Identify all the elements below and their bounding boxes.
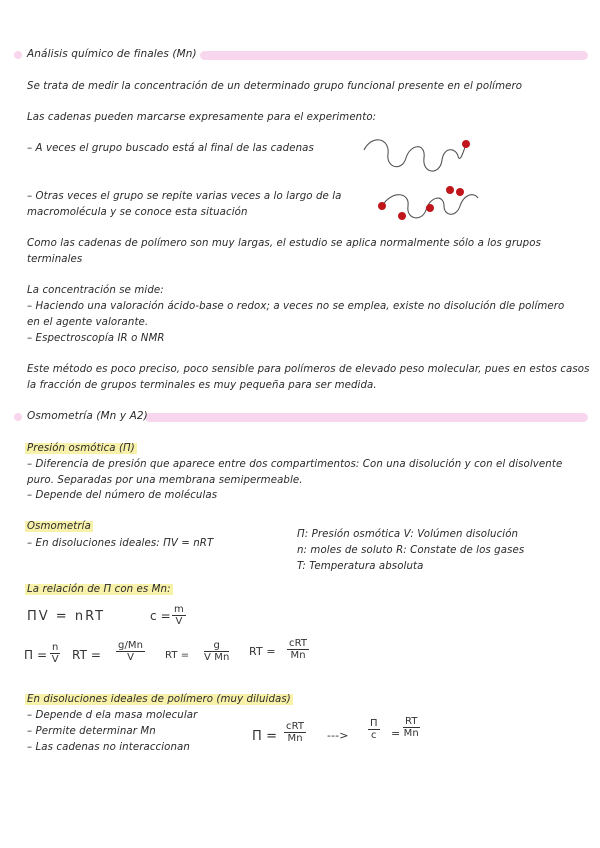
formula-rt: RT = [249, 645, 276, 658]
paragraph: Como las cadenas de polímero son muy largas, el estudio se aplica normalmente sólo a los grupos [27, 238, 541, 249]
formula-fraction [116, 640, 145, 663]
bullet-item: – Espectroscopía IR o NMR [27, 333, 165, 344]
functional-group-dot [456, 188, 464, 196]
bullet-item: – A veces el grupo buscado está al final de las cadenas [27, 143, 314, 154]
bullet-item-continuation: en el agente valorante. [27, 317, 149, 328]
subheading: La relación de Π con es Mn: [27, 584, 171, 595]
bullet-item: – Las cadenas no interaccionan [27, 742, 190, 753]
numerator: cRT [286, 721, 305, 732]
chain-end-labelled [364, 140, 466, 171]
denominator: V Mn [204, 652, 230, 663]
bullet-item: – Haciendo una valoración ácido-base o redox; a veces no se emplea, existe no disolución dle polímero [27, 301, 565, 312]
implies-arrow: ---> [327, 729, 349, 742]
denominator: V [51, 654, 59, 665]
legend-line: T: Temperatura absoluta [297, 561, 424, 572]
formula-fraction [172, 604, 186, 627]
formula-fraction [204, 640, 229, 663]
heading-highlight [145, 413, 588, 422]
denominator: Mn [287, 733, 303, 744]
numerator: cRT [289, 638, 308, 649]
numerator: g/Mn [118, 640, 144, 651]
end-group-dot [462, 140, 470, 148]
bullet-item: – Permite determinar Mn [27, 726, 156, 737]
formula-fraction [368, 718, 380, 741]
denominator: Mn [403, 728, 419, 739]
formula-rt: RT = [72, 648, 102, 662]
denominator: c [371, 730, 377, 741]
heading-highlight [200, 51, 588, 60]
formula-fraction [287, 638, 309, 661]
numerator: RT [405, 716, 418, 727]
formula-fraction [284, 721, 306, 744]
formula-pressure-label: Π = [252, 729, 278, 744]
formula-fraction [50, 642, 60, 665]
heading-marker [14, 51, 22, 59]
bullet-item: – Otras veces el grupo se repite varias veces a lo largo de la [27, 191, 342, 202]
bullet-item-continuation: macromolécula y se conoce esta situación [27, 207, 248, 218]
polymer-chain-illustration [352, 132, 492, 228]
heading-marker [14, 413, 22, 421]
bullet-item-continuation: puro. Separadas por una membrana semipermeable. [27, 475, 303, 486]
functional-group-dot [378, 202, 386, 210]
bullet-item: – Depende d ela masa molecular [27, 710, 198, 721]
subheading: Osmometría [27, 521, 91, 532]
subheading: En disoluciones ideales de polímero (muy diluidas) [27, 694, 291, 705]
formula-ideal-gas: ΠV = nRT [27, 609, 106, 624]
paragraph: La concentración se mide: [27, 285, 164, 296]
numerator: n [52, 642, 59, 653]
bullet-item: – En disoluciones ideales: ΠV = nRT [27, 538, 214, 549]
paragraph: Se trata de medir la concentración de un determinado grupo funcional presente en el polímero [27, 81, 523, 92]
legend-line: Π: Presión osmótica V: Volúmen disolución [297, 529, 519, 540]
bullet-item: – Depende del número de moléculas [27, 490, 218, 501]
formula-rt: RT = [165, 650, 190, 661]
paragraph: Las cadenas pueden marcarse expresamente para el experimento: [27, 112, 377, 123]
subheading: Presión osmótica (Π) [27, 443, 135, 454]
bullet-item: – Diferencia de presión que aparece entre dos compartimentos: Con una disolución y con el disolvente [27, 459, 563, 470]
formula-concentration-label: c = [150, 609, 171, 623]
formula-fraction [403, 716, 420, 739]
numerator: g [204, 640, 229, 652]
functional-group-dot [426, 204, 434, 212]
legend-line: n: moles de soluto R: Constate de los gases [297, 545, 525, 556]
denominator: V [175, 616, 183, 627]
paragraph: Este método es poco preciso, poco sensible para polímeros de elevado peso molecular, pues en estos casos [27, 364, 590, 375]
formula-pressure-label: Π = [24, 648, 48, 662]
paragraph-continuation: la fracción de grupos terminales es muy pequeña para ser medida. [27, 380, 377, 391]
section-title: Análisis químico de finales (Mn) [27, 48, 197, 60]
denominator: Mn [290, 650, 306, 661]
section-title: Osmometría (Mn y A2) [27, 410, 148, 422]
denominator: V [127, 652, 135, 663]
paragraph-continuation: terminales [27, 254, 83, 265]
formula-equals: = [391, 727, 401, 740]
functional-group-dot [398, 212, 406, 220]
numerator: m [174, 604, 184, 615]
numerator: Π [370, 718, 378, 729]
functional-group-dot [446, 186, 454, 194]
